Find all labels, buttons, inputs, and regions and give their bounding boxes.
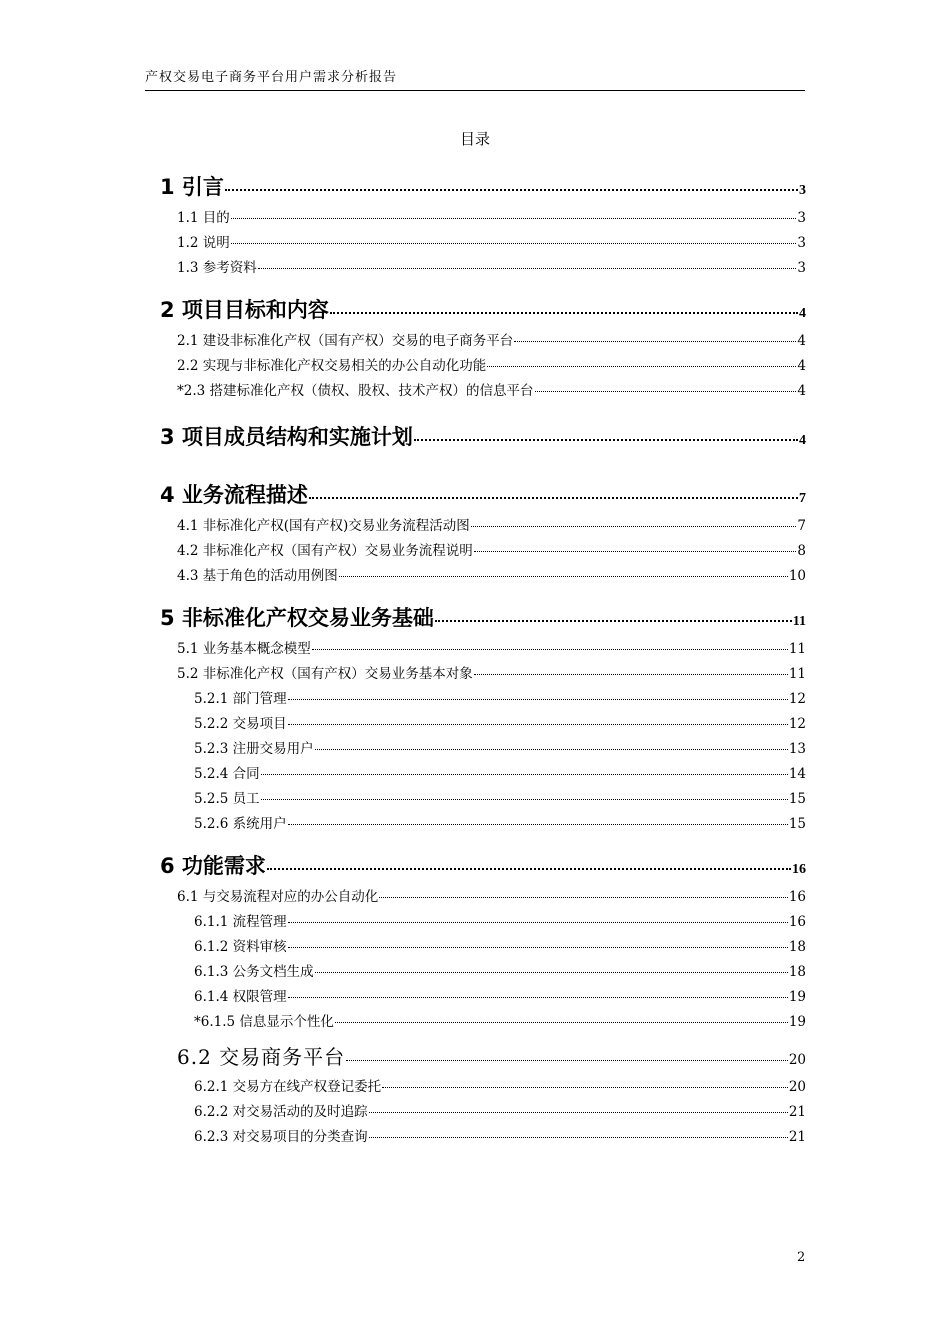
toc-entry-page: 14 bbox=[788, 766, 806, 782]
toc-entry[interactable] bbox=[160, 329, 806, 354]
dot-leader bbox=[369, 1112, 788, 1113]
dot-leader bbox=[335, 1022, 788, 1023]
toc-entry-label: 6.1.1 流程管理 bbox=[194, 914, 287, 930]
toc-entry[interactable] bbox=[160, 168, 806, 206]
toc-entry-page: 11 bbox=[788, 666, 806, 682]
toc-entry-page: 8 bbox=[797, 543, 806, 559]
dot-leader bbox=[288, 824, 788, 825]
dot-leader bbox=[315, 972, 788, 973]
toc-entry-page: 18 bbox=[788, 964, 806, 980]
toc-entry-page: 16 bbox=[788, 914, 806, 930]
toc-entry-page: 10 bbox=[788, 568, 806, 584]
dot-leader bbox=[258, 268, 797, 269]
toc-entry[interactable] bbox=[160, 885, 806, 910]
dot-leader bbox=[288, 922, 788, 923]
toc-entry-label: 6.1.2 资料审核 bbox=[194, 939, 287, 955]
toc-entry-label: 5.2.2 交易项目 bbox=[194, 716, 287, 732]
dot-leader bbox=[231, 218, 797, 219]
toc-entry-page: 15 bbox=[788, 816, 806, 832]
toc-entry-label: 6 功能需求 bbox=[160, 854, 266, 878]
dot-leader bbox=[535, 391, 797, 392]
toc-entry-label: 4.3 基于角色的活动用例图 bbox=[177, 568, 338, 584]
dot-leader bbox=[414, 439, 798, 441]
toc-entry[interactable] bbox=[160, 599, 806, 637]
dot-leader bbox=[339, 576, 788, 577]
toc-entry-label: 5.2.4 合同 bbox=[194, 766, 260, 782]
toc-entry-page: 19 bbox=[788, 989, 806, 1005]
toc-entry-label: 5.2.6 系统用户 bbox=[194, 816, 287, 832]
running-header: 产权交易电子商务平台用户需求分析报告 bbox=[145, 66, 805, 91]
toc-entry-page: 12 bbox=[788, 691, 806, 707]
toc-entry-page: 11 bbox=[792, 614, 806, 629]
table-of-contents bbox=[160, 168, 806, 1150]
toc-entry-label: 6.1.3 公务文档生成 bbox=[194, 964, 314, 980]
toc-entry-label: 5.2 非标准化产权（国有产权）交易业务基本对象 bbox=[177, 666, 473, 682]
toc-entry[interactable] bbox=[160, 812, 806, 837]
toc-entry-label: 1.3 参考资料 bbox=[177, 260, 257, 276]
toc-entry[interactable] bbox=[160, 1075, 806, 1100]
toc-entry[interactable] bbox=[160, 231, 806, 256]
dot-leader bbox=[261, 799, 788, 800]
toc-entry-page: 3 bbox=[797, 260, 806, 276]
dot-leader bbox=[514, 341, 796, 342]
toc-entry[interactable] bbox=[160, 514, 806, 539]
dot-leader bbox=[288, 724, 788, 725]
dot-leader bbox=[309, 497, 798, 499]
toc-entry-page: 3 bbox=[799, 183, 806, 198]
dot-leader bbox=[369, 1137, 788, 1138]
dot-leader bbox=[315, 749, 788, 750]
toc-entry[interactable] bbox=[160, 1039, 806, 1075]
toc-entry[interactable] bbox=[160, 762, 806, 787]
toc-entry-page: 13 bbox=[788, 741, 806, 757]
toc-entry-label: 5.2.3 注册交易用户 bbox=[194, 741, 314, 757]
toc-entry[interactable] bbox=[160, 960, 806, 985]
toc-entry-page: 19 bbox=[788, 1014, 806, 1030]
toc-entry[interactable] bbox=[160, 1010, 806, 1035]
toc-entry-page: 20 bbox=[788, 1079, 806, 1095]
toc-entry[interactable] bbox=[160, 737, 806, 762]
toc-entry-page: 4 bbox=[797, 358, 806, 374]
page-number: 2 bbox=[797, 1250, 806, 1265]
toc-entry-page: 16 bbox=[788, 889, 806, 905]
toc-entry[interactable] bbox=[160, 564, 806, 589]
toc-entry-page: 21 bbox=[788, 1104, 806, 1120]
toc-entry[interactable] bbox=[160, 687, 806, 712]
dot-leader bbox=[382, 1087, 788, 1088]
toc-entry[interactable] bbox=[160, 354, 806, 379]
dot-leader bbox=[312, 649, 788, 650]
toc-entry-label: 5.1 业务基本概念模型 bbox=[177, 641, 311, 657]
dot-leader bbox=[288, 699, 788, 700]
dot-leader bbox=[379, 897, 788, 898]
toc-entry-page: 7 bbox=[797, 518, 806, 534]
dot-leader bbox=[225, 189, 798, 191]
toc-entry-page: 20 bbox=[788, 1052, 806, 1068]
toc-entry-label: 4 业务流程描述 bbox=[160, 483, 308, 507]
toc-entry-label: 6.2 交易商务平台 bbox=[177, 1045, 346, 1069]
toc-entry-page: 3 bbox=[797, 235, 806, 251]
toc-entry-page: 11 bbox=[788, 641, 806, 657]
toc-entry[interactable] bbox=[160, 662, 806, 687]
toc-title: 目录 bbox=[459, 130, 490, 148]
toc-entry-label: 3 项目成员结构和实施计划 bbox=[160, 425, 413, 449]
toc-entry-page: 21 bbox=[788, 1129, 806, 1145]
toc-entry[interactable] bbox=[160, 256, 806, 281]
toc-entry-page: 4 bbox=[797, 333, 806, 349]
dot-leader bbox=[474, 674, 788, 675]
dot-leader bbox=[346, 1060, 788, 1061]
toc-entry-label: 2 项目目标和内容 bbox=[160, 298, 329, 322]
toc-entry-label: 5.2.5 员工 bbox=[194, 791, 260, 807]
toc-entry-page: 18 bbox=[788, 939, 806, 955]
dot-leader bbox=[471, 526, 797, 527]
toc-entry-label: 4.2 非标准化产权（国有产权）交易业务流程说明 bbox=[177, 543, 473, 559]
toc-entry-label: 2.2 实现与非标准化产权交易相关的办公自动化功能 bbox=[177, 358, 487, 374]
toc-entry[interactable] bbox=[160, 985, 806, 1010]
toc-entry[interactable] bbox=[160, 787, 806, 812]
toc-entry-label: 6.2.3 对交易项目的分类查询 bbox=[194, 1129, 368, 1145]
toc-entry-label: *6.1.5 信息显示个性化 bbox=[194, 1014, 334, 1030]
toc-entry-page: 12 bbox=[788, 716, 806, 732]
toc-entry-label: 5 非标准化产权交易业务基础 bbox=[160, 606, 434, 630]
toc-entry-page: 7 bbox=[799, 491, 806, 506]
toc-entry[interactable] bbox=[160, 910, 806, 935]
toc-entry[interactable] bbox=[160, 476, 806, 514]
toc-entry-page: 4 bbox=[799, 306, 806, 321]
toc-entry-page: 3 bbox=[797, 210, 806, 226]
toc-entry[interactable] bbox=[160, 1125, 806, 1150]
toc-entry[interactable] bbox=[160, 935, 806, 960]
toc-entry[interactable] bbox=[160, 539, 806, 564]
toc-entry-label: 6.2.2 对交易活动的及时追踪 bbox=[194, 1104, 368, 1120]
dot-leader bbox=[267, 868, 791, 870]
toc-entry[interactable] bbox=[160, 1100, 806, 1125]
dot-leader bbox=[474, 551, 797, 552]
toc-entry[interactable] bbox=[160, 637, 806, 662]
toc-entry-label: 5.2.1 部门管理 bbox=[194, 691, 287, 707]
toc-entry[interactable] bbox=[160, 712, 806, 737]
toc-entry-label: 6.2.1 交易方在线产权登记委托 bbox=[194, 1079, 382, 1095]
toc-entry-label: 6.1 与交易流程对应的办公自动化 bbox=[177, 889, 379, 905]
toc-entry[interactable] bbox=[160, 418, 806, 456]
toc-entry-label: 2.1 建设非标准化产权（国有产权）交易的电子商务平台 bbox=[177, 333, 514, 349]
toc-entry-label: *2.3 搭建标准化产权（债权、股权、技术产权）的信息平台 bbox=[177, 383, 534, 399]
toc-entry-label: 1 引言 bbox=[160, 175, 224, 199]
toc-entry-label: 1.1 目的 bbox=[177, 210, 230, 226]
toc-entry-label: 4.1 非标准化产权(国有产权)交易业务流程活动图 bbox=[177, 518, 470, 534]
toc-entry-page: 4 bbox=[797, 383, 806, 399]
toc-entry-page: 16 bbox=[792, 862, 806, 877]
toc-entry[interactable] bbox=[160, 291, 806, 329]
dot-leader bbox=[261, 774, 788, 775]
dot-leader bbox=[487, 366, 796, 367]
toc-entry-label: 1.2 说明 bbox=[177, 235, 230, 251]
toc-entry-page: 15 bbox=[788, 791, 806, 807]
dot-leader bbox=[435, 620, 792, 622]
dot-leader bbox=[231, 243, 797, 244]
dot-leader bbox=[330, 312, 798, 314]
toc-entry-page: 4 bbox=[799, 433, 806, 448]
dot-leader bbox=[288, 997, 788, 998]
toc-entry[interactable] bbox=[160, 379, 806, 404]
toc-entry[interactable] bbox=[160, 847, 806, 885]
dot-leader bbox=[288, 947, 788, 948]
toc-entry[interactable] bbox=[160, 206, 806, 231]
toc-entry-label: 6.1.4 权限管理 bbox=[194, 989, 287, 1005]
